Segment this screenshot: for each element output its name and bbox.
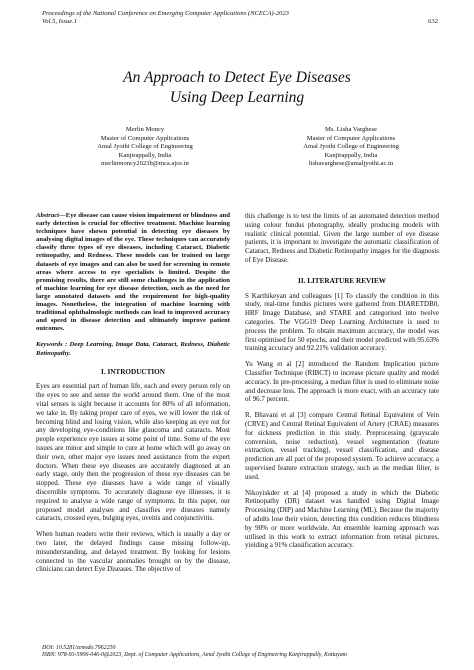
proceedings-title: Proceedings of the National Conference on Emerging Computer Applications (NCECA)-2023	[42, 10, 289, 17]
section-heading-introduction: I. INTRODUCTION	[101, 367, 165, 376]
abstract	[36, 212, 230, 333]
author-block-1	[60, 126, 230, 169]
page-header	[42, 10, 438, 26]
doi: DOI: 10.5281/zenodo.7962250	[42, 645, 116, 651]
author-location: Kanjirappally, India	[324, 151, 378, 159]
paper-title	[0, 68, 474, 108]
author-location: Kanjirappally, India	[118, 151, 172, 159]
literature-paragraph: Yu Wang et al [2] introduced the Random Implication picture Classifier Technique (RIBCT) to increase picture quality and model accuracy. In pre-processing, a median filter is used to eliminate noise and decrease loss. The approach is more exact, with an accuracy rate of 96.7 percent.	[245, 360, 439, 404]
author-institution: Amal Jyothi College of Engineering	[97, 143, 193, 151]
volume-issue: Vol.5, Issue.1	[42, 18, 78, 25]
literature-paragraph: S Karthikeyan and colleagues [1] To classify the condition in this study, real-time fundus pictures were gathered from DIARETDB0, HRF Image Database, and STARE and categorised into twelve categories. The VGG19 Deep Learning Architecture is used to process the problem. To obtain maximum accuracy, the model was first optimised for 50 epochs, and their model predicted with 95.63% training accuracy and 92.21% validation accuracy.	[245, 291, 439, 353]
introduction-paragraph: Eyes are essential part of human life, each and every person rely on the eyes to see and sense the world around them. One of the most vital senses is sight because it accounts for 80% of all information, we take in. By taking proper care of eyes, we will lower the risk of becoming blind and losing vision, while also keeping an eye out for any developing eye-conditions like glaucoma and cataracts. Most people experience eye issues at some point of time. Some of the eye issues are minor and simple to cure at home which will go away on their own, other major eye issues need assistance from the expert doctors. When these eye diseases are accurately diagnosed at an early stage, only then the progression of these eye diseases can be stopped. These eye diseases have a wide range of visually discernible symptoms. To accurately diagnose eye illnesses, it is required to analyse a wide range of symptoms. In this paper, our proposed model analyses and classifies eye diseases namely cataracts, crossed eyes, bulging eyes, uveitis and conjunctivitis.	[36, 382, 230, 523]
author-name: Ms. Lisha Varghese	[325, 126, 377, 133]
author-name: Merlin Moncy	[125, 126, 165, 133]
isbn-line: ISBN: 978-93-5906-046-0@2023, Dept. of Computer Applications, Amal Jyothi College of Engineering Kanjirappally, Kottayam	[42, 652, 347, 659]
left-column	[36, 212, 230, 581]
abstract-text: —Eye disease can cause vision impairment or blindness and early detection is crucial for effective treatment. Machine learning techniques have shown potential in detecting eye diseases by analysing digital images of the eye. These techniques can accurately classify three types of eye diseases, including Cataract, Diabetic retinopathy, and Redness. These models can be trained on large datasets of eye images and can also be used for screening in remote areas where access to eye specialists is limited. Despite the promising results, there are still some challenges in the application of machine learning for eye disease detection, such as the need for large annotated datasets and the requirement for high-quality images. Nonetheless, the integration of machine learning with traditional ophthalmologic methods can lead to improved accuracy and speed in disease detection and ultimately improve patient outcomes.	[36, 212, 230, 333]
paper-title-line1: An Approach to Detect Eye Diseases	[123, 69, 351, 86]
literature-paragraph: Nikoyiskder et al [4] proposed a study in which the Diabetic Retinopathy (DR) dataset was handled using Digital Image Processing (DIP) and Machine Learning (ML). Because the majority of adults lose their vision, detecting this condition reduces blindness by 90% or more worldwide. An ensemble learning approach was utilised in this work to extract information from retinal pictures, yielding a 91% classification accuracy.	[245, 488, 439, 550]
section-heading-literature-review: II. LITERATURE REVIEW	[298, 276, 386, 285]
page-number: 632	[428, 18, 438, 25]
author-block-2	[266, 126, 436, 169]
author-department: Master of Computer Applications	[306, 134, 396, 142]
abstract-lead: Abstract	[36, 212, 60, 219]
introduction-continued-paragraph: this challenge is to test the limits of an automated detection method using colour fundus photography, ideally producing models with realistic clinical potential. Given the large number of eye disease patients, it is important to investigate the automatic classification of Cataract, Redness and Diabetic Retinopathy images for the diagnosis of Eye Disease.	[245, 212, 439, 264]
author-institution: Amal Jyothi College of Engineering	[303, 143, 399, 151]
author-email: lishavarghese@amaljyothi.ac.in	[308, 160, 394, 168]
keywords: Keywords : Deep Learning, Image Data, Cataract, Redness, Diabetic Retinopathy.	[36, 341, 230, 357]
author-department: Master of Computer Applications	[100, 134, 190, 142]
right-column	[245, 212, 439, 557]
paper-title-line2: Using Deep Learning	[169, 89, 305, 106]
literature-paragraph: R. Bhavani et al [3] compare Central Retinal Equivalent of Vein (CRVE) and Central Retinal Equivalent of Artery (CRAE) measures for sickness prediction in this study. Preprocessing (grayscale conversion, noise reduction), vessel segmentation (feature extraction, vessel tracking), vessel classification, and disease prediction are all part of the proposed system. To achieve accuracy, a supervised feature extraction strategy, such as the median filter, is used.	[245, 411, 439, 481]
author-email: merlinmoncy2023b@mca.ajce.in	[101, 160, 189, 168]
introduction-paragraph: When human readers write their reviews, which is usually a day or two later, the delayed findings cause missing follow-up, misunderstanding, and delayed treatment. By looking for lesions connected to the vascular anomalies brought on by the disease, clinicians can detect Eye Diseases. The objective of	[36, 530, 230, 574]
page-footer	[42, 645, 442, 659]
